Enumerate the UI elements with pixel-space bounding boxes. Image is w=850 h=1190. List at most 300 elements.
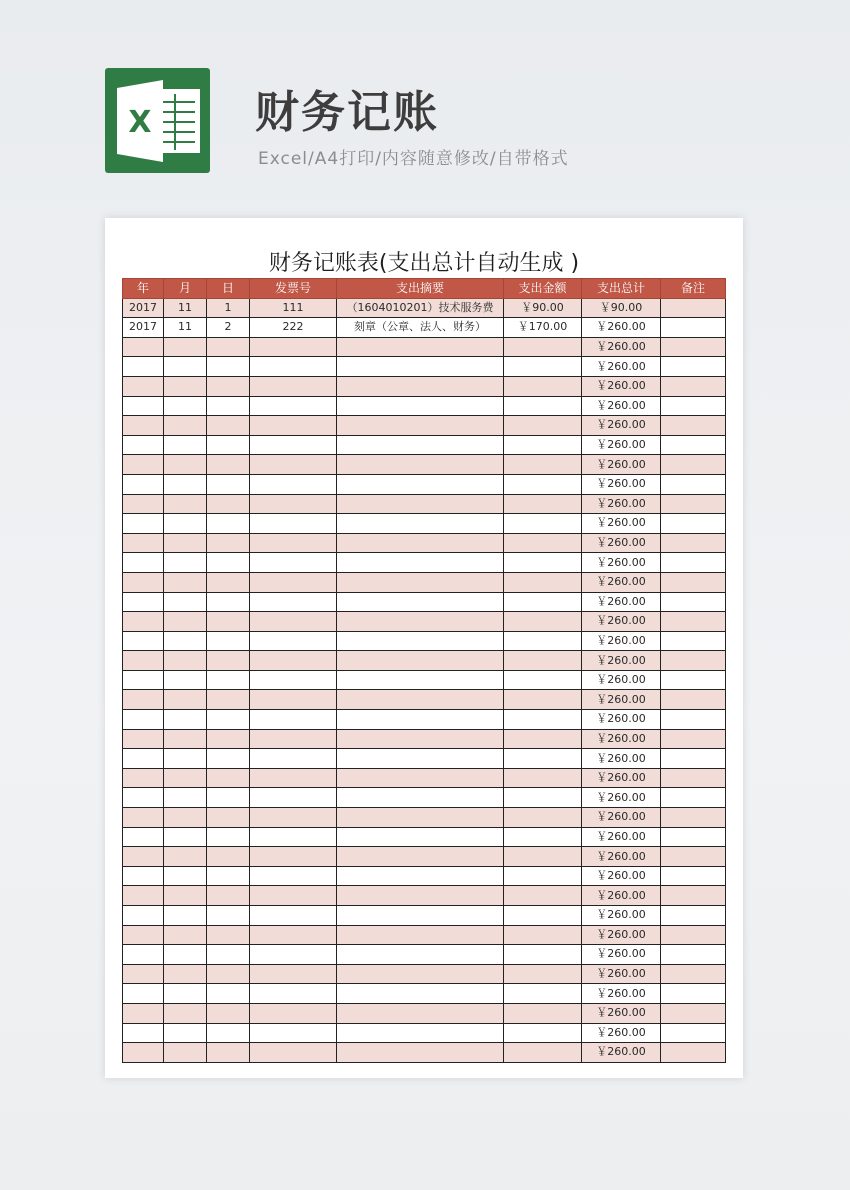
table-cell[interactable]: [164, 670, 207, 690]
table-cell[interactable]: [123, 1043, 164, 1063]
table-cell[interactable]: [164, 455, 207, 475]
table-cell[interactable]: [250, 514, 337, 534]
table-cell[interactable]: [123, 592, 164, 612]
column-header[interactable]: 发票号: [250, 279, 337, 299]
table-cell[interactable]: [207, 690, 250, 710]
table-cell[interactable]: [504, 1003, 582, 1023]
table-cell[interactable]: [164, 357, 207, 377]
table-cell[interactable]: [123, 886, 164, 906]
table-cell[interactable]: [661, 945, 726, 965]
table-cell[interactable]: [661, 651, 726, 671]
table-cell[interactable]: [250, 906, 337, 926]
table-cell[interactable]: [250, 827, 337, 847]
table-cell[interactable]: [504, 964, 582, 984]
table-cell[interactable]: [207, 533, 250, 553]
table-cell[interactable]: [250, 749, 337, 769]
table-cell[interactable]: [504, 945, 582, 965]
table-cell[interactable]: [661, 533, 726, 553]
column-header[interactable]: 年: [123, 279, 164, 299]
table-cell[interactable]: [123, 357, 164, 377]
table-cell[interactable]: [250, 494, 337, 514]
table-cell[interactable]: ￥260.00: [582, 964, 661, 984]
table-cell[interactable]: [207, 670, 250, 690]
table-cell[interactable]: [164, 1023, 207, 1043]
table-cell[interactable]: [123, 788, 164, 808]
table-cell[interactable]: [123, 710, 164, 730]
table-cell[interactable]: [504, 690, 582, 710]
table-cell[interactable]: [661, 984, 726, 1004]
table-cell[interactable]: ￥260.00: [582, 866, 661, 886]
table-cell[interactable]: [661, 906, 726, 926]
table-cell[interactable]: ￥260.00: [582, 357, 661, 377]
table-cell[interactable]: [207, 376, 250, 396]
table-cell[interactable]: [337, 396, 504, 416]
table-cell[interactable]: [250, 631, 337, 651]
table-cell[interactable]: [504, 866, 582, 886]
table-cell[interactable]: [504, 710, 582, 730]
table-cell[interactable]: [661, 964, 726, 984]
table-cell[interactable]: [661, 866, 726, 886]
table-cell[interactable]: [123, 768, 164, 788]
table-cell[interactable]: [504, 494, 582, 514]
table-cell[interactable]: [207, 710, 250, 730]
table-cell[interactable]: [164, 553, 207, 573]
table-cell[interactable]: [207, 435, 250, 455]
table-cell[interactable]: [661, 592, 726, 612]
table-cell[interactable]: [661, 788, 726, 808]
table-cell[interactable]: [504, 768, 582, 788]
table-cell[interactable]: [504, 553, 582, 573]
table-cell[interactable]: [337, 376, 504, 396]
table-cell[interactable]: [250, 376, 337, 396]
table-cell[interactable]: [504, 808, 582, 828]
table-cell[interactable]: [207, 612, 250, 632]
table-cell[interactable]: [207, 651, 250, 671]
table-cell[interactable]: 111: [250, 298, 337, 318]
table-cell[interactable]: [661, 514, 726, 534]
table-cell[interactable]: 1: [207, 298, 250, 318]
table-cell[interactable]: [164, 827, 207, 847]
table-cell[interactable]: ￥260.00: [582, 592, 661, 612]
table-cell[interactable]: ￥260.00: [582, 455, 661, 475]
table-cell[interactable]: [123, 651, 164, 671]
table-cell[interactable]: ￥260.00: [582, 749, 661, 769]
table-cell[interactable]: [504, 612, 582, 632]
table-cell[interactable]: ￥260.00: [582, 945, 661, 965]
table-cell[interactable]: ￥260.00: [582, 318, 661, 338]
table-cell[interactable]: [207, 749, 250, 769]
table-cell[interactable]: ￥260.00: [582, 514, 661, 534]
table-cell[interactable]: [337, 592, 504, 612]
table-cell[interactable]: [207, 886, 250, 906]
table-cell[interactable]: [123, 455, 164, 475]
table-cell[interactable]: [207, 768, 250, 788]
table-cell[interactable]: [123, 494, 164, 514]
table-cell[interactable]: [123, 945, 164, 965]
table-cell[interactable]: [337, 847, 504, 867]
table-cell[interactable]: [250, 729, 337, 749]
table-cell[interactable]: [337, 1043, 504, 1063]
table-cell[interactable]: [504, 651, 582, 671]
table-cell[interactable]: ￥170.00: [504, 318, 582, 338]
table-cell[interactable]: [164, 788, 207, 808]
table-cell[interactable]: ￥260.00: [582, 906, 661, 926]
table-cell[interactable]: [123, 749, 164, 769]
table-cell[interactable]: [337, 788, 504, 808]
table-cell[interactable]: [207, 827, 250, 847]
table-cell[interactable]: [250, 1003, 337, 1023]
table-cell[interactable]: ￥260.00: [582, 1003, 661, 1023]
table-cell[interactable]: ￥260.00: [582, 768, 661, 788]
column-header[interactable]: 备注: [661, 279, 726, 299]
table-cell[interactable]: [164, 376, 207, 396]
table-cell[interactable]: ￥260.00: [582, 788, 661, 808]
table-cell[interactable]: [164, 808, 207, 828]
table-cell[interactable]: [504, 337, 582, 357]
table-cell[interactable]: [337, 690, 504, 710]
table-cell[interactable]: [504, 984, 582, 1004]
table-cell[interactable]: ￥260.00: [582, 572, 661, 592]
table-cell[interactable]: [661, 886, 726, 906]
table-cell[interactable]: [123, 612, 164, 632]
table-cell[interactable]: [250, 964, 337, 984]
table-cell[interactable]: [661, 729, 726, 749]
table-cell[interactable]: ￥90.00: [582, 298, 661, 318]
table-cell[interactable]: [250, 690, 337, 710]
table-cell[interactable]: [207, 592, 250, 612]
table-cell[interactable]: [123, 729, 164, 749]
table-cell[interactable]: [250, 847, 337, 867]
table-cell[interactable]: [123, 1023, 164, 1043]
table-cell[interactable]: [207, 631, 250, 651]
table-cell[interactable]: 刻章（公章、法人、财务）: [337, 318, 504, 338]
table-cell[interactable]: [123, 572, 164, 592]
table-cell[interactable]: [207, 357, 250, 377]
table-cell[interactable]: [164, 710, 207, 730]
table-cell[interactable]: [207, 396, 250, 416]
table-cell[interactable]: [164, 984, 207, 1004]
table-cell[interactable]: [164, 474, 207, 494]
table-cell[interactable]: [207, 553, 250, 573]
table-cell[interactable]: [207, 925, 250, 945]
table-cell[interactable]: [207, 788, 250, 808]
table-cell[interactable]: [207, 866, 250, 886]
table-cell[interactable]: [661, 455, 726, 475]
table-cell[interactable]: [504, 572, 582, 592]
table-cell[interactable]: [123, 533, 164, 553]
table-cell[interactable]: [164, 729, 207, 749]
table-cell[interactable]: [250, 866, 337, 886]
table-cell[interactable]: 11: [164, 298, 207, 318]
table-cell[interactable]: [123, 670, 164, 690]
table-cell[interactable]: [661, 1043, 726, 1063]
table-cell[interactable]: [337, 984, 504, 1004]
table-cell[interactable]: [661, 710, 726, 730]
table-cell[interactable]: [504, 847, 582, 867]
table-cell[interactable]: [661, 631, 726, 651]
table-cell[interactable]: ￥260.00: [582, 984, 661, 1004]
table-cell[interactable]: 2: [207, 318, 250, 338]
table-cell[interactable]: [250, 337, 337, 357]
table-cell[interactable]: [661, 827, 726, 847]
table-cell[interactable]: [337, 808, 504, 828]
table-cell[interactable]: [337, 612, 504, 632]
table-cell[interactable]: [337, 945, 504, 965]
table-cell[interactable]: [661, 1003, 726, 1023]
table-cell[interactable]: [123, 847, 164, 867]
table-cell[interactable]: [661, 553, 726, 573]
table-cell[interactable]: [123, 827, 164, 847]
table-cell[interactable]: [207, 1023, 250, 1043]
table-cell[interactable]: [207, 494, 250, 514]
table-cell[interactable]: ￥260.00: [582, 533, 661, 553]
column-header[interactable]: 支出总计: [582, 279, 661, 299]
table-cell[interactable]: ￥260.00: [582, 729, 661, 749]
table-cell[interactable]: [661, 572, 726, 592]
table-cell[interactable]: ￥260.00: [582, 690, 661, 710]
table-cell[interactable]: ￥260.00: [582, 651, 661, 671]
table-cell[interactable]: [164, 906, 207, 926]
table-cell[interactable]: [207, 455, 250, 475]
table-cell[interactable]: [123, 866, 164, 886]
table-cell[interactable]: [504, 474, 582, 494]
table-cell[interactable]: [504, 925, 582, 945]
table-cell[interactable]: ￥260.00: [582, 612, 661, 632]
table-cell[interactable]: [337, 906, 504, 926]
table-cell[interactable]: [164, 886, 207, 906]
table-cell[interactable]: [337, 729, 504, 749]
table-cell[interactable]: 2017: [123, 298, 164, 318]
table-cell[interactable]: ￥260.00: [582, 670, 661, 690]
table-cell[interactable]: [207, 729, 250, 749]
table-cell[interactable]: [661, 357, 726, 377]
table-cell[interactable]: [337, 533, 504, 553]
table-cell[interactable]: [661, 670, 726, 690]
table-cell[interactable]: ￥260.00: [582, 925, 661, 945]
table-cell[interactable]: [504, 376, 582, 396]
table-cell[interactable]: ￥260.00: [582, 494, 661, 514]
table-cell[interactable]: [164, 866, 207, 886]
table-cell[interactable]: [123, 1003, 164, 1023]
table-cell[interactable]: [661, 435, 726, 455]
table-cell[interactable]: [164, 631, 207, 651]
table-cell[interactable]: [250, 533, 337, 553]
table-cell[interactable]: [250, 1023, 337, 1043]
table-cell[interactable]: [337, 435, 504, 455]
table-cell[interactable]: [661, 690, 726, 710]
table-cell[interactable]: [661, 612, 726, 632]
table-cell[interactable]: [164, 651, 207, 671]
table-cell[interactable]: [504, 886, 582, 906]
table-cell[interactable]: [337, 925, 504, 945]
table-cell[interactable]: [661, 925, 726, 945]
table-cell[interactable]: [661, 337, 726, 357]
table-cell[interactable]: ￥260.00: [582, 710, 661, 730]
table-cell[interactable]: [207, 808, 250, 828]
table-cell[interactable]: ￥260.00: [582, 553, 661, 573]
table-cell[interactable]: [164, 964, 207, 984]
table-cell[interactable]: [207, 906, 250, 926]
table-cell[interactable]: [164, 494, 207, 514]
table-cell[interactable]: [164, 847, 207, 867]
table-cell[interactable]: [123, 906, 164, 926]
table-cell[interactable]: [164, 533, 207, 553]
table-cell[interactable]: [123, 376, 164, 396]
table-cell[interactable]: [661, 474, 726, 494]
table-cell[interactable]: [123, 396, 164, 416]
table-cell[interactable]: [250, 435, 337, 455]
table-cell[interactable]: [123, 435, 164, 455]
table-cell[interactable]: ￥260.00: [582, 376, 661, 396]
table-cell[interactable]: [164, 592, 207, 612]
table-cell[interactable]: [207, 984, 250, 1004]
table-cell[interactable]: [164, 435, 207, 455]
table-cell[interactable]: [207, 514, 250, 534]
table-cell[interactable]: [661, 376, 726, 396]
table-cell[interactable]: [207, 474, 250, 494]
table-cell[interactable]: [661, 318, 726, 338]
table-cell[interactable]: [337, 866, 504, 886]
table-cell[interactable]: [337, 749, 504, 769]
table-cell[interactable]: [207, 1003, 250, 1023]
table-cell[interactable]: [661, 808, 726, 828]
table-cell[interactable]: [337, 514, 504, 534]
table-cell[interactable]: [123, 514, 164, 534]
table-cell[interactable]: [207, 416, 250, 436]
table-cell[interactable]: [164, 612, 207, 632]
table-cell[interactable]: [164, 945, 207, 965]
table-cell[interactable]: [337, 827, 504, 847]
table-cell[interactable]: [207, 945, 250, 965]
table-cell[interactable]: [661, 749, 726, 769]
table-cell[interactable]: ￥260.00: [582, 808, 661, 828]
table-cell[interactable]: [250, 768, 337, 788]
table-cell[interactable]: [337, 886, 504, 906]
table-cell[interactable]: [123, 416, 164, 436]
table-cell[interactable]: [250, 945, 337, 965]
table-cell[interactable]: ￥260.00: [582, 1043, 661, 1063]
table-cell[interactable]: ￥260.00: [582, 886, 661, 906]
table-cell[interactable]: ￥260.00: [582, 827, 661, 847]
table-cell[interactable]: [504, 827, 582, 847]
table-cell[interactable]: [504, 631, 582, 651]
table-cell[interactable]: [123, 964, 164, 984]
table-cell[interactable]: [123, 925, 164, 945]
table-cell[interactable]: [504, 670, 582, 690]
table-cell[interactable]: [661, 847, 726, 867]
table-cell[interactable]: [661, 298, 726, 318]
table-cell[interactable]: [661, 494, 726, 514]
table-cell[interactable]: [504, 749, 582, 769]
table-cell[interactable]: [207, 964, 250, 984]
table-cell[interactable]: [123, 474, 164, 494]
table-cell[interactable]: 222: [250, 318, 337, 338]
table-cell[interactable]: [337, 455, 504, 475]
table-cell[interactable]: [250, 1043, 337, 1063]
table-cell[interactable]: [164, 690, 207, 710]
table-cell[interactable]: [250, 925, 337, 945]
column-header[interactable]: 支出金额: [504, 279, 582, 299]
table-cell[interactable]: [504, 396, 582, 416]
table-cell[interactable]: [337, 357, 504, 377]
table-cell[interactable]: [504, 788, 582, 808]
table-cell[interactable]: [504, 416, 582, 436]
table-cell[interactable]: [250, 553, 337, 573]
table-cell[interactable]: ￥260.00: [582, 631, 661, 651]
table-cell[interactable]: [504, 906, 582, 926]
table-cell[interactable]: [164, 396, 207, 416]
table-cell[interactable]: [164, 337, 207, 357]
table-cell[interactable]: [337, 553, 504, 573]
table-cell[interactable]: 2017: [123, 318, 164, 338]
table-cell[interactable]: [250, 886, 337, 906]
table-cell[interactable]: [337, 1003, 504, 1023]
table-cell[interactable]: [250, 455, 337, 475]
table-cell[interactable]: [207, 572, 250, 592]
table-cell[interactable]: ￥90.00: [504, 298, 582, 318]
table-cell[interactable]: [504, 1043, 582, 1063]
table-cell[interactable]: [123, 808, 164, 828]
table-cell[interactable]: [337, 964, 504, 984]
table-cell[interactable]: [337, 651, 504, 671]
table-cell[interactable]: [250, 572, 337, 592]
table-cell[interactable]: [337, 1023, 504, 1043]
table-cell[interactable]: [504, 592, 582, 612]
table-cell[interactable]: [337, 474, 504, 494]
table-cell[interactable]: [250, 612, 337, 632]
table-cell[interactable]: [250, 651, 337, 671]
table-cell[interactable]: [504, 729, 582, 749]
table-cell[interactable]: [504, 1023, 582, 1043]
table-cell[interactable]: （1604010201）技术服务费: [337, 298, 504, 318]
table-cell[interactable]: [504, 357, 582, 377]
table-cell[interactable]: [123, 631, 164, 651]
column-header[interactable]: 支出摘要: [337, 279, 504, 299]
table-cell[interactable]: [207, 337, 250, 357]
table-cell[interactable]: [661, 768, 726, 788]
column-header[interactable]: 日: [207, 279, 250, 299]
table-cell[interactable]: [123, 984, 164, 1004]
table-cell[interactable]: [164, 416, 207, 436]
table-cell[interactable]: [207, 847, 250, 867]
table-cell[interactable]: [250, 670, 337, 690]
table-cell[interactable]: ￥260.00: [582, 416, 661, 436]
table-cell[interactable]: [123, 690, 164, 710]
table-cell[interactable]: [164, 514, 207, 534]
table-cell[interactable]: [164, 768, 207, 788]
table-cell[interactable]: [250, 474, 337, 494]
table-cell[interactable]: [123, 337, 164, 357]
table-cell[interactable]: [250, 710, 337, 730]
table-cell[interactable]: [661, 396, 726, 416]
table-cell[interactable]: [250, 592, 337, 612]
table-cell[interactable]: [337, 768, 504, 788]
table-cell[interactable]: [250, 396, 337, 416]
table-cell[interactable]: [123, 553, 164, 573]
table-cell[interactable]: [661, 1023, 726, 1043]
table-cell[interactable]: 11: [164, 318, 207, 338]
table-cell[interactable]: [337, 416, 504, 436]
table-cell[interactable]: [164, 1043, 207, 1063]
table-cell[interactable]: [661, 416, 726, 436]
table-cell[interactable]: ￥260.00: [582, 337, 661, 357]
table-cell[interactable]: [504, 514, 582, 534]
table-cell[interactable]: ￥260.00: [582, 435, 661, 455]
table-cell[interactable]: [164, 925, 207, 945]
table-cell[interactable]: [250, 357, 337, 377]
table-cell[interactable]: [164, 572, 207, 592]
table-cell[interactable]: [337, 572, 504, 592]
